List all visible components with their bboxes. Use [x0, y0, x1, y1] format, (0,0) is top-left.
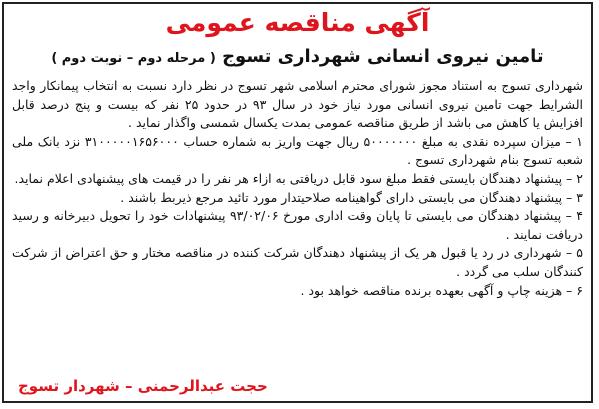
- subtitle-phase: ( مرحله دوم – نوبت دوم ): [51, 51, 216, 66]
- tender-notice: [2, 2, 593, 403]
- condition-item-3: ۳ – پیشنهاد دهندگان می بایستی دارای گواهینامه صلاحیتدار مورد تائید مرجع ذیربط باشند .: [120, 189, 583, 205]
- condition-item-6: ۶ – هزینه چاپ و آگهی بعهده برنده مناقصه خواهد بود .: [300, 282, 583, 298]
- subtitle-main: تامین نیروی انسانی شهرداری تسوج: [222, 46, 544, 67]
- signature: حجت عبدالرحمنی – شهردار تسوج: [18, 377, 268, 395]
- notice-title: آگهی مناقصه عمومی: [165, 8, 430, 37]
- notice-body: [12, 77, 583, 300]
- intro-paragraph: شهرداری تسوج به استناد مجوز شورای محترم اسلامی شهر تسوج در نظر دارد نسبت به انتخاب پیمانکار واجد الشرایط جهت تامین نیروی انسانی مورد نیاز خود در سال ۹۳ در حدود ۲۵ نفر که بیست و پنج درصد قابل افزایش یا کاهش می باشد از طریق مناقصه عمومی بمدت یکسال شمسی واگذار نماید .: [12, 78, 583, 131]
- condition-item-1: ۱ – میزان سپرده نقدی به مبلغ ۵۰۰۰۰۰۰۰ ریال جهت واریز به شماره حساب ۳۱۰۰۰۰۰۱۶۵۶۰۰۰ نزد بانک ملی شعبه تسوج بنام شهرداری تسوج .: [12, 133, 583, 168]
- notice-subtitle: [12, 44, 583, 72]
- condition-item-5: ۵ – شهرداری در رد یا قبول هر یک از پیشنهاد دهندگان شرکت کننده در مناقصه مختار و حق اعتراض از شرکت کنندگان سلب می گردد .: [12, 245, 583, 279]
- condition-item-2: ۲ – پیشنهاد دهندگان بایستی فقط مبلغ سود قابل دریافتی به ازاء هر نفر را در قیمت های پیشنهادی اعلام نماید.: [14, 170, 583, 186]
- condition-item-4: ۴ – پیشنهاد دهندگان می بایستی تا پایان وقت اداری مورخ ۹۳/۰۲/۰۶ پیشنهادات خود را تحویل دبیرخانه و رسید دریافت نمایند .: [12, 208, 583, 242]
